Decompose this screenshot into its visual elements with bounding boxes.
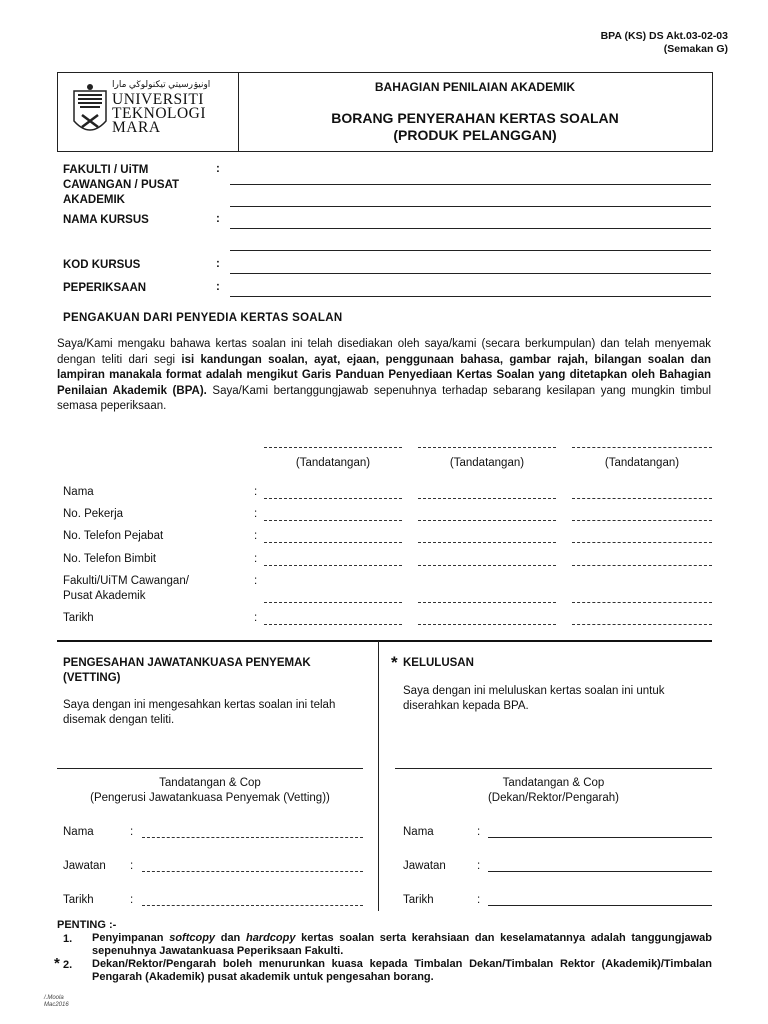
header-box — [57, 72, 713, 152]
tel-pejabat-field-2[interactable] — [418, 542, 556, 543]
nama-kursus-input-2[interactable] — [230, 250, 711, 251]
vetting-jawatan-colon: : — [130, 860, 134, 872]
approval-jawatan-label: Jawatan — [403, 860, 446, 872]
peperiksaan-input[interactable] — [230, 296, 711, 297]
row-tel-bimbit-label: No. Telefon Bimbit — [63, 553, 157, 565]
note1-part1: Penyimpanan — [92, 932, 170, 944]
row-nama-colon: : — [254, 486, 258, 498]
peperiksaan-colon: : — [216, 281, 220, 293]
note1-dan: dan — [215, 932, 246, 944]
logo-jawi: اونيۏرسيتي تيكنولوڬي مارا — [112, 79, 211, 89]
row-tel-pejabat-colon: : — [254, 530, 258, 542]
fakulti-colon: : — [216, 163, 220, 175]
row-tarikh-label: Tarikh — [63, 612, 94, 624]
nama-kursus-colon: : — [216, 213, 220, 225]
form-revision: (Semakan G) — [663, 43, 728, 55]
nama-field-2[interactable] — [418, 498, 556, 499]
approval-nama-field[interactable] — [488, 837, 712, 838]
fakulti-field-3[interactable] — [572, 602, 712, 603]
note1-part2: kertas soalan serta kerahsiaan dan keselamatannya adalah tanggungjawab sepenuhnya Jawatankuasa Peperiksaan Fakulti. — [92, 932, 713, 957]
kod-kursus-colon: : — [216, 258, 220, 270]
nama-kursus-label: NAMA KURSUS — [63, 214, 149, 226]
row-tarikh-colon: : — [254, 612, 258, 624]
vetting-text: Saya dengan ini mengesahkan kertas soalan ini telah disemak dengan teliti. — [63, 699, 336, 726]
fakulti-label-line2: CAWANGAN / PUSAT — [63, 179, 180, 191]
vetting-jawatan-field[interactable] — [142, 871, 363, 872]
approval-tarikh-label: Tarikh — [403, 894, 434, 906]
vetting-heading-line1: PENGESAHAN JAWATANKUASA PENYEMAK — [63, 657, 311, 669]
nama-field-3[interactable] — [572, 498, 712, 499]
signature-line-3[interactable] — [572, 447, 712, 448]
signature-caption-3: (Tandatangan) — [604, 457, 680, 469]
vetting-tarikh-colon: : — [130, 894, 134, 906]
note1-softcopy: softcopy — [169, 932, 216, 944]
pekerja-field-2[interactable] — [418, 520, 556, 521]
declaration-text-part1: Saya/Kami mengaku bahawa kertas soalan ini telah disediakan oleh saya/kami (secara berkumpulan) dan telah menyemak dengan teliti dari segi — [57, 338, 711, 366]
row-tel-pejabat-label: No. Telefon Pejabat — [63, 530, 164, 542]
vetting-nama-label: Nama — [63, 826, 94, 838]
nama-field-1[interactable] — [264, 498, 402, 499]
row-fakulti-colon: : — [254, 575, 258, 587]
declaration-text-part2: Saya/Kami bertanggungjawab sepenuhnya terhadap sebarang kesilapan yang mungkin timbul semasa peperiksaan. — [57, 384, 711, 412]
fakulti-label — [63, 163, 179, 208]
footer-line2: Mac2016 — [44, 1002, 69, 1008]
note1-hardcopy: hardcopy — [245, 932, 296, 944]
signature-line-1[interactable] — [264, 447, 402, 448]
approval-tarikh-colon: : — [477, 894, 481, 906]
uitm-logo-icon — [68, 81, 112, 143]
footer-line1: /.Moola — [44, 995, 64, 1001]
tel-pejabat-field-1[interactable] — [264, 542, 402, 543]
approval-jawatan-field[interactable] — [488, 871, 712, 872]
form-title-line1: BORANG PENYERAHAN KERTAS SOALAN — [331, 110, 619, 126]
form-title — [238, 110, 712, 144]
approval-star: * — [391, 653, 398, 672]
vetting-heading — [63, 656, 311, 686]
kod-kursus-input[interactable] — [230, 273, 711, 274]
vetting-sig-caption1: Tandatangan & Cop — [159, 777, 261, 789]
declaration-text-bold: isi kandungan soalan, ayat, ejaan, penggunaan bahasa, gambar rajah, bilangan soalan dan lampiran manakala format adalah mengikut Garis Panduan Penyediaan Kertas Soalan yang ditetapkan oleh Bahagian Penilaian Akademik (BPA). — [57, 353, 711, 397]
form-code: BPA (KS) DS Akt.03-02-03 — [600, 30, 728, 42]
vetting-heading-line2: (VETTING) — [63, 672, 121, 684]
vetting-nama-colon: : — [130, 826, 134, 838]
note1-number: 1. — [63, 933, 73, 945]
footer-mark — [44, 995, 69, 1009]
tarikh-field-3[interactable] — [572, 624, 712, 625]
form-title-line2: (PRODUK PELANGGAN) — [393, 127, 557, 143]
vetting-signature-line[interactable] — [57, 768, 363, 769]
peperiksaan-label: PEPERIKSAAN — [63, 282, 147, 294]
row-pekerja-colon: : — [254, 508, 258, 520]
logo-line1: UNIVERSITI — [112, 91, 204, 108]
declaration-heading: PENGAKUAN DARI PENYEDIA KERTAS SOALAN — [63, 312, 343, 324]
vetting-sig-caption2: (Pengerusi Jawatankuasa Penyemak (Vetting)) — [90, 792, 330, 804]
approval-sig-caption1: Tandatangan & Cop — [502, 777, 605, 789]
pekerja-field-3[interactable] — [572, 520, 712, 521]
section-divider — [57, 640, 712, 642]
fakulti-field-1[interactable] — [264, 602, 402, 603]
approval-tarikh-field[interactable] — [488, 905, 712, 906]
vetting-jawatan-label: Jawatan — [63, 860, 106, 872]
approval-nama-colon: : — [477, 826, 481, 838]
row-fakulti-label — [63, 574, 189, 604]
logo-line3: MARA — [112, 119, 161, 136]
nama-kursus-input[interactable] — [230, 228, 711, 229]
pekerja-field-1[interactable] — [264, 520, 402, 521]
row-fakulti-label-line2: Pusat Akademik — [63, 590, 146, 602]
approval-signature-line[interactable] — [395, 768, 712, 769]
note1-text — [92, 932, 712, 958]
vetting-tarikh-field[interactable] — [142, 905, 363, 906]
declaration-text — [57, 337, 711, 415]
note2-star: * — [54, 955, 60, 972]
kod-kursus-label: KOD KURSUS — [63, 259, 141, 271]
signature-line-2[interactable] — [418, 447, 556, 448]
fakulti-label-line1: FAKULTI / UiTM — [63, 164, 149, 176]
tarikh-field-1[interactable] — [264, 624, 402, 625]
vertical-divider — [378, 641, 379, 911]
notes-heading: PENTING :- — [57, 919, 117, 931]
approval-sig-caption2: (Dekan/Rektor/Pengarah) — [487, 792, 620, 804]
approval-text: Saya dengan ini meluluskan kertas soalan ini untuk diserahkan kepada BPA. — [403, 685, 665, 712]
fakulti-label-line3: AKADEMIK — [63, 194, 125, 206]
logo-line2: TEKNOLOGI — [112, 105, 207, 122]
row-pekerja-label: No. Pekerja — [63, 508, 124, 520]
department-name: BAHAGIAN PENILAIAN AKADEMIK — [374, 80, 576, 94]
fakulti-input-2[interactable] — [230, 206, 711, 207]
fakulti-input[interactable] — [230, 184, 711, 185]
approval-heading: KELULUSAN — [403, 657, 474, 669]
approval-nama-label: Nama — [403, 826, 434, 838]
signature-caption-2: (Tandatangan) — [449, 457, 525, 469]
note2-text: Dekan/Rektor/Pengarah boleh menurunkan kuasa kepada Timbalan Dekan/Timbalan Rektor (Akademik)/Timbalan Pengarah (Akademik) pusat akademik untuk pengesahan borang. — [92, 958, 712, 983]
form-reference — [601, 30, 728, 56]
vetting-nama-field[interactable] — [142, 837, 363, 838]
tel-bimbit-field-2[interactable] — [418, 565, 556, 566]
logo-cell — [58, 73, 239, 151]
row-tel-bimbit-colon: : — [254, 553, 258, 565]
tarikh-field-2[interactable] — [418, 624, 556, 625]
signature-caption-1: (Tandatangan) — [295, 457, 371, 469]
row-nama-label: Nama — [63, 486, 94, 498]
tel-bimbit-field-3[interactable] — [572, 565, 712, 566]
approval-jawatan-colon: : — [477, 860, 481, 872]
tel-pejabat-field-3[interactable] — [572, 542, 712, 543]
tel-bimbit-field-1[interactable] — [264, 565, 402, 566]
row-fakulti-label-line1: Fakulti/UiTM Cawangan/ — [63, 575, 189, 587]
note2-number: 2. — [63, 959, 73, 971]
fakulti-field-2[interactable] — [418, 602, 556, 603]
vetting-tarikh-label: Tarikh — [63, 894, 94, 906]
logo-wordmark — [112, 93, 206, 135]
